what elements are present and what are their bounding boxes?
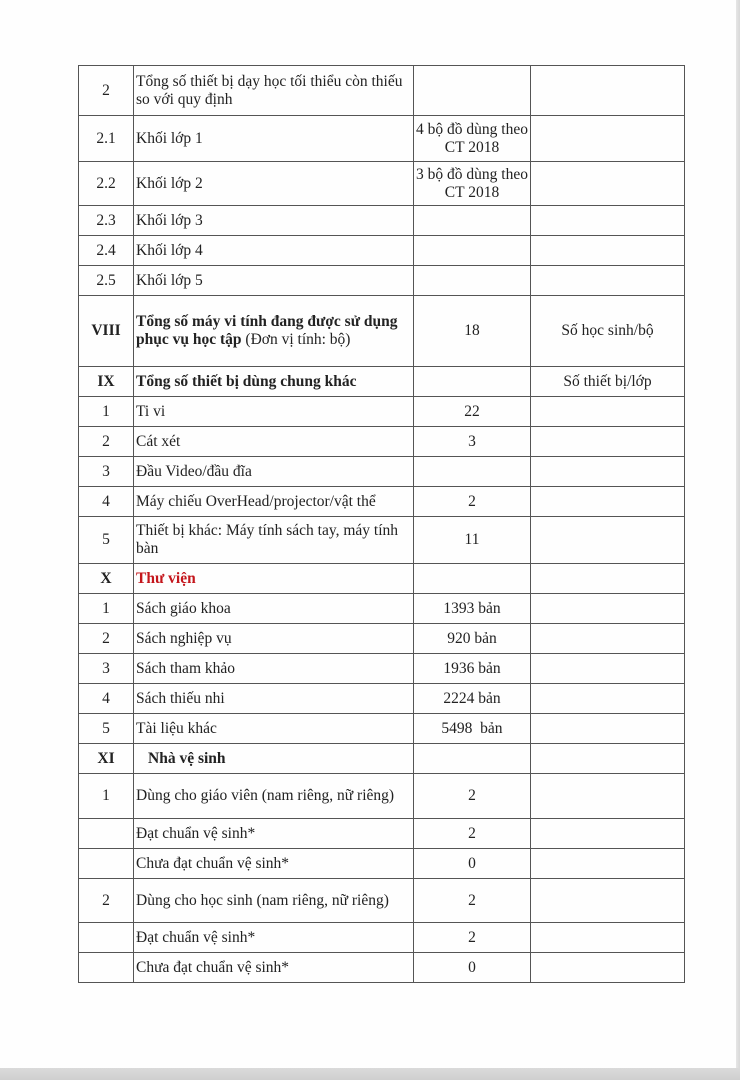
row-note: Số thiết bị/lớp	[531, 367, 685, 397]
row-label: Sách nghiệp vụ	[134, 624, 414, 654]
row-note	[531, 714, 685, 744]
section-number: IX	[79, 367, 134, 397]
section-number: XI	[79, 744, 134, 774]
table-row	[79, 624, 685, 654]
row-number: 2.3	[79, 206, 134, 236]
row-label: Chưa đạt chuẩn vệ sinh*	[134, 849, 414, 879]
row-note	[531, 594, 685, 624]
row-note	[531, 744, 685, 774]
row-note	[531, 116, 685, 162]
row-note	[531, 654, 685, 684]
row-note	[531, 66, 685, 116]
row-value: 5498 bản	[414, 714, 531, 744]
row-label: Sách giáo khoa	[134, 594, 414, 624]
table-row	[79, 714, 685, 744]
row-note	[531, 397, 685, 427]
row-number: 2.1	[79, 116, 134, 162]
section-label: Thư viện	[134, 564, 414, 594]
table-row	[79, 162, 685, 206]
row-value	[414, 564, 531, 594]
table-row	[79, 206, 685, 236]
row-value: 920 bản	[414, 624, 531, 654]
section-number: X	[79, 564, 134, 594]
row-label: Máy chiếu OverHead/projector/vật thể	[134, 487, 414, 517]
row-note	[531, 684, 685, 714]
row-note	[531, 487, 685, 517]
row-label: Đạt chuẩn vệ sinh*	[134, 819, 414, 849]
section-row-computers	[79, 296, 685, 367]
row-note	[531, 923, 685, 953]
row-value	[414, 457, 531, 487]
row-label: Thiết bị khác: Máy tính sách tay, máy tính bàn	[134, 517, 414, 564]
row-note	[531, 162, 685, 206]
page-edge	[736, 0, 740, 1080]
row-note	[531, 953, 685, 983]
row-note	[531, 849, 685, 879]
row-note	[531, 427, 685, 457]
row-label: Tổng số thiết bị dạy học tối thiểu còn thiếu so với quy định	[134, 66, 414, 116]
row-number: 2.2	[79, 162, 134, 206]
row-value: 2	[414, 774, 531, 819]
row-value	[414, 266, 531, 296]
row-value: 2	[414, 819, 531, 849]
row-number: 1	[79, 594, 134, 624]
table-row	[79, 774, 685, 819]
row-value	[414, 236, 531, 266]
row-label: Sách tham khảo	[134, 654, 414, 684]
row-number: 2.5	[79, 266, 134, 296]
table-row	[79, 879, 685, 923]
row-number: 2.4	[79, 236, 134, 266]
row-label: Tài liệu khác	[134, 714, 414, 744]
section-number: VIII	[79, 296, 134, 367]
section-row-shared-equipment	[79, 367, 685, 397]
row-note	[531, 457, 685, 487]
row-value: 3	[414, 427, 531, 457]
row-label: Khối lớp 5	[134, 266, 414, 296]
row-label: Đạt chuẩn vệ sinh*	[134, 923, 414, 953]
row-note	[531, 624, 685, 654]
row-value: 11	[414, 517, 531, 564]
row-note	[531, 266, 685, 296]
section-label	[134, 296, 414, 367]
row-value: 18	[414, 296, 531, 367]
table-row	[79, 819, 685, 849]
row-value: 2	[414, 487, 531, 517]
table-row	[79, 397, 685, 427]
row-number: 5	[79, 517, 134, 564]
row-value: 2	[414, 879, 531, 923]
row-number: 2	[79, 624, 134, 654]
row-number	[79, 923, 134, 953]
table-row	[79, 923, 685, 953]
row-note	[531, 774, 685, 819]
row-number: 1	[79, 397, 134, 427]
row-value	[414, 744, 531, 774]
row-note	[531, 517, 685, 564]
equipment-table	[78, 65, 685, 983]
row-number: 4	[79, 487, 134, 517]
row-number: 3	[79, 654, 134, 684]
row-value: 4 bộ đồ dùng theo CT 2018	[414, 116, 531, 162]
table-row	[79, 654, 685, 684]
row-note	[531, 564, 685, 594]
section-row-toilets	[79, 744, 685, 774]
row-note	[531, 206, 685, 236]
row-number: 1	[79, 774, 134, 819]
row-note	[531, 236, 685, 266]
row-note: Số học sinh/bộ	[531, 296, 685, 367]
section-label-unit: (Đơn vị tính: bộ)	[241, 331, 351, 348]
row-number: 2	[79, 66, 134, 116]
table-row	[79, 116, 685, 162]
section-label: Tổng số thiết bị dùng chung khác	[134, 367, 414, 397]
row-number: 4	[79, 684, 134, 714]
row-value: 2	[414, 923, 531, 953]
row-number	[79, 819, 134, 849]
row-note	[531, 819, 685, 849]
row-value: 1393 bản	[414, 594, 531, 624]
section-label: Nhà vệ sinh	[134, 744, 414, 774]
section-label-bold: Tổng số máy vi tính đang được sử dụng phục vụ học tập	[136, 313, 398, 348]
row-value: 22	[414, 397, 531, 427]
row-label: Đầu Video/đầu đĩa	[134, 457, 414, 487]
table-row	[79, 266, 685, 296]
row-value: 2224 bản	[414, 684, 531, 714]
table-row	[79, 487, 685, 517]
row-label: Khối lớp 2	[134, 162, 414, 206]
table-row	[79, 594, 685, 624]
row-label: Khối lớp 1	[134, 116, 414, 162]
table-row	[79, 849, 685, 879]
row-label: Khối lớp 4	[134, 236, 414, 266]
row-label: Chưa đạt chuẩn vệ sinh*	[134, 953, 414, 983]
row-number: 5	[79, 714, 134, 744]
table-row	[79, 684, 685, 714]
page-bottom-edge	[0, 1068, 740, 1080]
row-value	[414, 66, 531, 116]
table-row	[79, 236, 685, 266]
row-value: 3 bộ đồ dùng theo CT 2018	[414, 162, 531, 206]
row-value	[414, 206, 531, 236]
row-label: Sách thiếu nhi	[134, 684, 414, 714]
table-row	[79, 457, 685, 487]
row-label: Cát xét	[134, 427, 414, 457]
row-value: 1936 bản	[414, 654, 531, 684]
row-number: 3	[79, 457, 134, 487]
row-value: 0	[414, 849, 531, 879]
row-label: Dùng cho học sinh (nam riêng, nữ riêng)	[134, 879, 414, 923]
table-row	[79, 517, 685, 564]
table-row	[79, 427, 685, 457]
table-row	[79, 66, 685, 116]
row-value	[414, 367, 531, 397]
row-number: 2	[79, 879, 134, 923]
table-row	[79, 953, 685, 983]
row-label: Khối lớp 3	[134, 206, 414, 236]
row-label: Dùng cho giáo viên (nam riêng, nữ riêng)	[134, 774, 414, 819]
row-note	[531, 879, 685, 923]
section-row-library	[79, 564, 685, 594]
row-value: 0	[414, 953, 531, 983]
row-number	[79, 849, 134, 879]
row-number: 2	[79, 427, 134, 457]
row-number	[79, 953, 134, 983]
row-label: Ti vi	[134, 397, 414, 427]
